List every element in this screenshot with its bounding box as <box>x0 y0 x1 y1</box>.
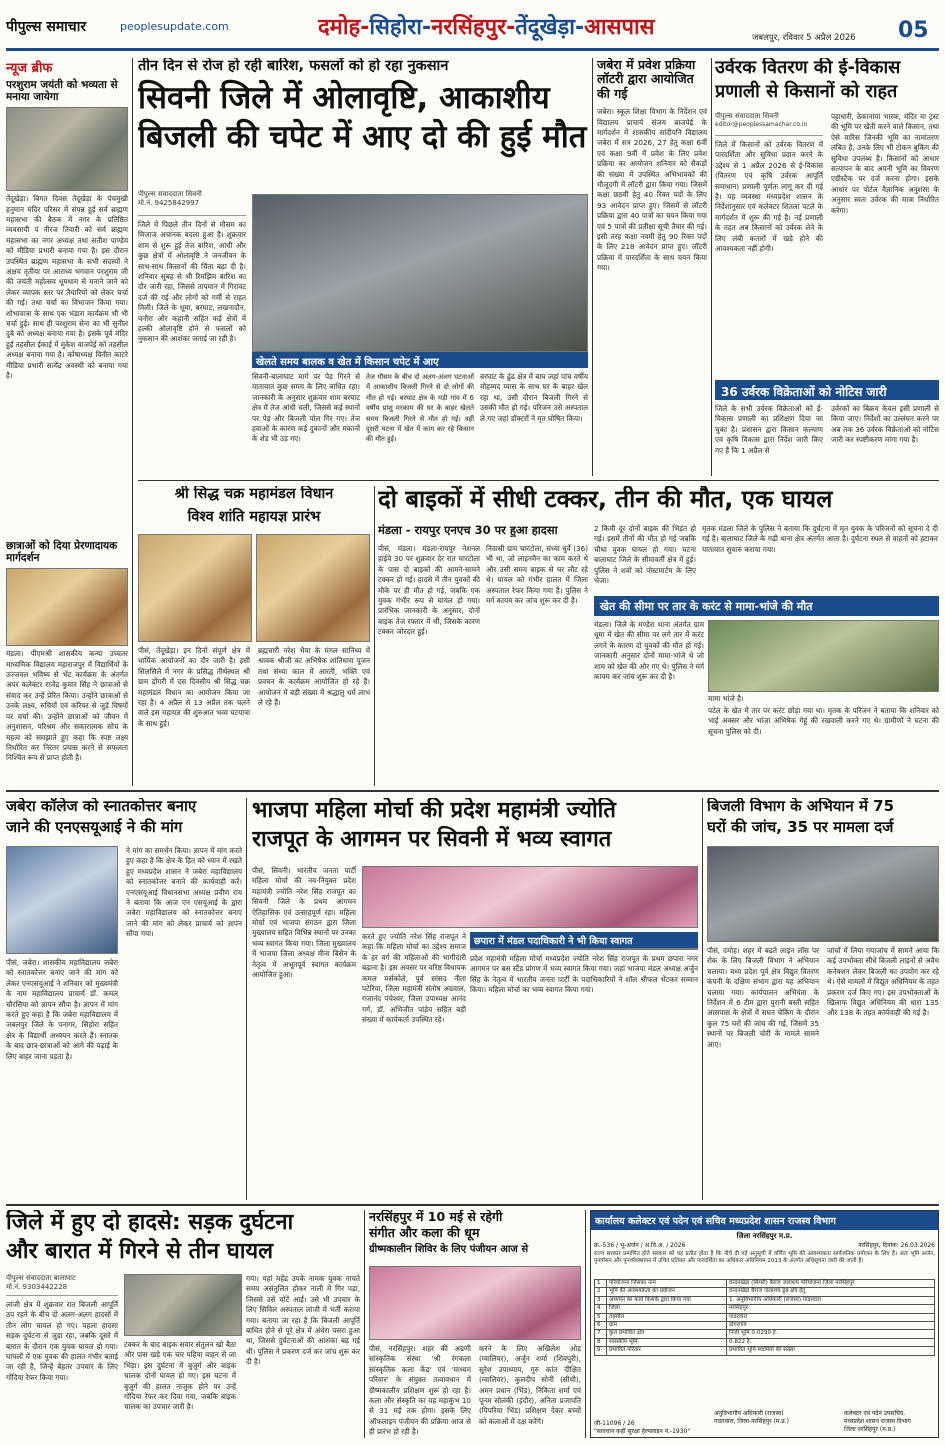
jain-photo-2 <box>256 534 370 642</box>
tender-table-cell: तहसील <box>607 1313 727 1321</box>
narsinghpur-headline-1: नरसिंहपुर में 10 मई से रहेगी <box>369 1210 503 1224</box>
bjp-col-3: प्रदेश महामंत्री महिला मोर्चा मध्यप्रदेश ज्योति नरेश सिंह राजपूत के प्रथम छपारा नगर आगमन पर बस स्टैंड प्रांगण में भव्य स्वागत किया गया। जहां भाजपा मंडल अध्यक्ष अर्जुन सिंह के नेतृत्व में भारतीय जनता पार्टी के पदाधिकारियों ने शॉल श्रीफल भेंटकर सम्मान किया। महिला मोर्चा का भव्य स्वागत किया गया। <box>470 954 698 995</box>
tender-table-cell: 5 <box>595 1313 607 1321</box>
brief-label: न्यूज ब्रीफ <box>6 61 53 76</box>
tender-sign-2: गाडरवारा, जिला-नरसिंहपुर (म.प्र.) <box>714 1418 789 1425</box>
tender-table <box>594 1279 935 1356</box>
brief-body-2: मंडला। पीएमश्री शासकीय कन्या उच्चतर माध्यमिक विद्यालय महाराजपुर में विद्यार्थियों के उज्जवल भविष्य से भेंट कार्यक्रम के अंतर्गत अपर कलेक्टर राजेंद्र कुमार सिंह ने छात्राओं से संवाद कर उन्हें प्रेरित किया। उन्होंने छात्राओं से उनके लक्ष्य, रुचियों एवं करियर से जुड़े विषयों पर चर्चा की। उन्होंने छात्राओं को जीवन में अनुशासन, परिश्रम और सकारात्मक सोच के महत्व को समझाते हुए कहा कि स्पष्ट लक्ष्य निर्धारित कर निरंतर प्रयास करने से सफलता निश्चित रूप से प्राप्त होती है। <box>6 649 128 763</box>
tender-table-cell: परियोजना जिसका नाम <box>607 1280 727 1288</box>
section-rule <box>6 790 939 792</box>
section-rule <box>6 1204 939 1206</box>
jabera-admission-body: जबेरा। स्कूल शिक्षा विभाग के निर्देशन एवं विद्यालय प्राचार्य संजय बाजपेई के मार्गदर्शन में शासकीय सांदीपनि विद्यालय जबेरा में सत्र 2026, 27 हेतु कक्षा 6वीं एवं कक्षा 9वीं में प्रवेश के लिए प्रवेश प्रक्रिया का आयोजन शनिवार को सैकड़ों की संख्या में उपस्थित अभिभावकों की मौजूदगी में लॉटरी द्वारा किया गया। जिसमें कक्षा छठवीं हेतु 40 रिक्त पदों के लिए 93 आवेदन प्राप्त हुए। जिसमें से लॉटरी प्रक्रिया द्वारा 40 पात्रों का चयन किया गया एवं 5 पात्रों की प्रतीक्षा सूची तैयार की गई। इसी तरह कक्षा नवमी हेतु 90 रिक्त पदों के लिए 218 आवेदन प्राप्त हुए। लॉटरी प्रक्रिया में पारदर्शिता के साथ चयन किया गया। <box>597 107 707 273</box>
brief-headline-1: परशुराम जयंती को भव्यता से मनाया जायेगा <box>6 79 118 104</box>
bjp-col-2: करते हुए ज्योति नरेश सिंह राजपूत ने कहा कि महिला मोर्चा का उद्देश्य समाज के हर वर्ग की महिलाओं की भागीदारी बढ़ाना है। इस अवसर पर वरिष्ठ विधायक कमल मर्सकोले, पूर्व सांसद नीता पटेरिया, जिला महामंत्री संतोष अग्रवाल, गजानंद पंचेश्वर, जिला उपाध्यक्ष आनंद गर्ग, डॉ. अभिजीत पांडेय सहित बड़ी संख्या में कार्यकर्ता उपस्थित रहे। <box>362 932 466 1025</box>
section-rule <box>138 480 939 481</box>
jabera-college-body: पीसं, जबेरा। शासकीय महाविद्यालय जबेरा को स्नातकोत्तर बनाए जाने की मांग को लेकर एनएसयूआई ने शनिवार को मुख्यमंत्री के नाम महाविद्यालय प्राचार्य डॉ. कमल चौरसिया को ज्ञापन सौंपा है। ज्ञापन में मांग करते हुए कहा है कि जबेरा महाविद्यालय में जबलपुर जिले के पनागर, सिहोरा सहित क्षेत्र के विद्यार्थी अध्ययन करते हैं। स्नातक के बाद छात्र-छात्राओं को आगे की पढ़ाई के लिए बाहर जाना पड़ता है। <box>6 958 118 1061</box>
dateline: जबलपुर, रविवार 5 अप्रैल 2026 <box>752 33 856 43</box>
tender-table-row <box>595 1305 935 1313</box>
electrocution-title: खेत की सीमा पर तार के करंट से मामा-भांजे की मौत <box>594 596 939 616</box>
tender-table-cell: निजी भूमि 0.0290 हे. <box>727 1330 935 1338</box>
page-number: 05 <box>898 18 929 43</box>
bjp-photo-1 <box>362 866 698 928</box>
masthead-rule <box>6 48 939 51</box>
col-divider <box>702 798 703 1200</box>
seoni-col-5: बरघाट के ढुंढ क्षेत्र में बाघ जहां पांच वर्षीय मोहम्मद प्यास के साथ घर के बाहर खेल रहा था, उसी दौरान बिजली गिरने से उसकी मौत हो गई। परिजन उसे अस्पताल ले गए जहां डॉक्टरों ने मृत घोषित किया। <box>480 372 588 423</box>
narsinghpur-col-1: पीसं, नरसिंहपुर। शहर की अग्रणी सांस्कृतिक संस्था 'श्री रंगकला सांस्कृतिक कला केंद्र' एवं 'माध्यम परिवार' के संयुक्त तत्वावधान में ग्रीष्मकालीन प्रशिक्षण शुरू हो रहा है। कला और संस्कृति का यह महाकुंभ 10 से 31 मई तक होगा। इसके लिए ऑफलाइन पंजीयन की प्रक्रिया आज से ही प्रारंभ हो रही है। <box>369 1344 471 1437</box>
col-divider <box>364 1210 365 1438</box>
masthead-logo-box <box>6 16 114 38</box>
seoni-mob: मो.नं. 9425842997 <box>138 199 200 207</box>
tender-table-cell: प्रभावित भूमि स्वामियों की संख्या <box>727 1347 935 1355</box>
section-sep: - <box>360 15 370 40</box>
accident-col-3: 2 किमी दूर दोनों बाइक की भिड़ंत हो गई। इसमें तीनों की मौत हो गई जबकि चौथा युवक घायल हो गया। घटना बालाघाट जिले के सीमावर्ती क्षेत्र में हुई। पुलिस ने शवों को पोस्टमार्टम के लिए भेजा। <box>594 524 696 586</box>
jain-photo-1 <box>138 534 252 642</box>
tender-title: कार्यालय कलेक्टर एवं पदेन एवं सचिव मध्यप्रदेश शासन राजस्व विभाग <box>591 1211 938 1230</box>
bijli-col-1: पीसं, दमोह। शहर में बढ़ते लाइन लॉस पर रोक के लिए बिजली विभाग ने अभियान चलाया। मध्य प्रदेश पूर्व क्षेत्र विद्युत वितरण कंपनी के दक्षिण संभाग द्वारा यह अभियान चलाया गया। कार्यपालन अभियंता के निर्देशन में 6 टीम द्वारा पुरानी बस्ती सहित आसपास के क्षेत्रों में सघन चेकिंग के दौरान कुल 75 घरों की जांच की गई, जिसमें 35 स्थानों पर बिजली चोरी के मामले सामने आए। <box>707 946 819 1049</box>
narsinghpur-subhead: ग्रीष्मकालीन शिविर के लिए पंजीयन आज से <box>369 1243 529 1255</box>
tender-table-row <box>595 1296 935 1304</box>
bjp-headline-2: राजपूत के आगमन पर सिवनी में भव्य स्वागत <box>252 827 612 853</box>
accident-story <box>378 486 939 786</box>
bjp-photo-title: छपारा में मंडल पदाधिकारी ने भी किया स्वागत <box>470 932 698 948</box>
tender-table-wrap <box>591 1279 938 1356</box>
tender-table-cell: 8 <box>595 1338 607 1346</box>
tender-table-cell: जिला <box>607 1305 727 1313</box>
accident-col-4: मृतक मंडला जिले के पुलिस ने बताया कि दुर्घटना में मृत युवक के परिजनों को सूचना दे दी गई है। बालाघाट जिले के गढ़ी थाना क्षेत्र अंतर्गत आता है। दुर्घटना स्थल से वाहनों को हटाकर यातायात सुचारु कराया गया। <box>702 524 938 554</box>
jabera-college-headline-2: जाने की एनएसयूआई ने की मांग <box>6 818 183 837</box>
seoni-col-4: तेज मौसम के बीच दो अलग-अलग घटनाओं में आकाशीय बिजली गिरने से दो लोगों की मौत हो गई। बरघाट क्षेत्र के मड़ी गांव में 6 वर्षीय प्रांशु मरकाम की घर के बाहर खेलते समय बिजली गिरने से मौत हो गई। वहीं दूसरी घटना में खेत में काम कर रहे किसान की मौत हुई। <box>366 373 474 444</box>
seoni-byline: पीपुल्स संवाददाता सिवनी <box>138 190 202 198</box>
tender-table-cell: भूमि की आवश्यकता का प्रयोजन <box>607 1288 727 1296</box>
jain-headline-2: विश्व शांति महायज्ञ प्रारंभ <box>187 508 321 525</box>
seoni-story <box>138 58 588 476</box>
fertilizer-story <box>715 58 939 476</box>
col-divider <box>711 58 712 476</box>
tender-sign-1: अनुविभागीय अधिकारी (राजस्व) <box>714 1410 784 1417</box>
two-accidents-headline-2: और बारात में गिरने से तीन घायल <box>6 1239 274 1265</box>
section-damoh: दमोह <box>318 15 361 40</box>
tender-table-cell: 1. अनुविभागीय अधिकारी (राजस्व) गाडरवारा <box>727 1296 935 1304</box>
accident-subhead: मंडला - रायपुर एनएच 30 पर हुआ हादसा <box>378 524 558 537</box>
news-brief-column <box>6 58 128 786</box>
brief-photo-2 <box>6 568 128 646</box>
seoni-headline-1: सिवनी जिले में ओलावृष्टि, आकाशीय <box>138 79 550 116</box>
tender-table-cell: कुल प्रभावित क्षेत्र <box>607 1330 727 1338</box>
section-title <box>318 11 758 41</box>
col-divider <box>246 798 247 1200</box>
fertilizer-headline-1: उर्वरक वितरण की ई-विकास <box>715 58 901 78</box>
section-aaspaas: आसपास <box>584 15 655 40</box>
tender-table-cell: अध्ययन का कार्य किसके द्वारा किया गया <box>607 1296 727 1304</box>
jabera-college-body-2: ने मांग का समर्थन किया। ज्ञापन में मांग करते हुए कहा है कि क्षेत्र के हित को ध्यान में रखते हुए मध्यप्रदेश शासन ने जबेरा महाविद्यालय को स्नातकोत्तर बनाने की कार्यवाही करें। एनएसयूआई विधानसभा अध्यक्ष प्रवीण राय ने बताया कि आज एन एसयूआई के द्वारा जबेरा महाविद्यालय को स्नातकोत्तर बनाए जाने की मांग को लेकर प्राचार्य को ज्ञापन सौंपा गया। <box>126 846 242 939</box>
fertilizer-notice-col-1: जिले के सभी उर्वरक विक्रेताओं को ई-विकास प्रणाली का प्रशिक्षण दिया जा चुका है। प्रशासन द्वारा किसान कल्याण एवं कृषि विकास द्वारा निर्देश जारी किए गए हैं कि 1 अप्रैल से <box>715 404 823 455</box>
fertilizer-byline-box <box>715 112 823 136</box>
jain-story <box>138 486 370 786</box>
tender-table-row <box>595 1288 935 1296</box>
tender-table-cell: गाडरवारा <box>727 1313 935 1321</box>
masthead <box>0 0 945 52</box>
tender-ref-row <box>591 1241 938 1249</box>
tender-notice <box>590 1210 939 1438</box>
section-sep: - <box>422 15 432 40</box>
masthead-site[interactable]: peoplesupdate.com <box>120 20 229 33</box>
tender-table-cell: नरसिंहपुर <box>727 1305 935 1313</box>
two-accidents-byline: पीपुल्स संवाददाता बालाघाट <box>6 1274 76 1282</box>
tender-table-cell: डोंगरगांव <box>727 1322 935 1330</box>
tender-table-row <box>595 1313 935 1321</box>
jabera-college-photo <box>6 846 118 954</box>
narsinghpur-story <box>369 1210 581 1438</box>
tender-subtitle: जिला नरसिंहपुर म.प्र. <box>736 1232 793 1240</box>
seoni-kicker: तीन दिन से रोज हो रही बारिश, फसलों को हो रहा नुकसान <box>138 58 449 74</box>
section-sep: - <box>574 15 585 40</box>
section-sep: - <box>506 15 516 40</box>
tender-table-cell: 3 <box>595 1296 607 1304</box>
brief-headline-2: छात्राओं को दिया प्रेरणादायक मार्गदर्शन <box>6 540 118 565</box>
fertilizer-notice-col-2: उर्वरकों का बिक्रय केवल इसी प्रणाली से किया जाए। निर्देशों का उल्लंघन करने पर अब तक 36 उर्वरक विक्रेताओं को नोटिस जारी कर स्पष्टीकरण मांगा गया है। <box>831 404 939 445</box>
two-accidents-mob: मो.नं. 9303442228 <box>6 1283 68 1291</box>
bjp-headline-1: भाजपा महिला मोर्चा की प्रदेश महामंत्री ज्योति <box>252 798 616 823</box>
accident-headline: दो बाइकों में सीधी टक्कर, तीन की मौत, एक घायल <box>378 486 833 513</box>
fertilizer-col-1: जिले में किसानों को उर्वरक वितरण में पारदर्शिता और सुविधा प्रदान करने के उद्देश्य से 1 अप्रैल 2026 से ई-विकास (वितरण एवं कृषि उर्वरक आपूर्ति समाधान) प्रणाली पूर्णतः लागू कर दी गई है। यह व्यवस्था मध्यप्रदेश शासन के निर्देशानुसार एवं कलेक्टर शितला पटले के मार्गदर्शन में शुरू की गई है। नई प्रणाली के तहत अब किसानों को उर्वरक लेने के लिए लंबी कतारों में खड़े होने की आवश्यकता नहीं होगी। <box>715 140 823 254</box>
two-accidents-col-3: गया। यहां महेंद्र उपके नामक युवक नाचते समय असंतुलित होकर नाली में गिर पड़ा, जिससे उसे चोटें आईं। उसे भी उपचार के लिए सिविल अस्पताल लांजी में भर्ती कराया गया। बताया जा रहा है कि बिजली आपूर्ति बाधित होने से पूरे क्षेत्र में अंधेरा पसरा हुआ था, जिससे दुर्घटनाओं की आशंका बढ़ गई थी। पुलिस ने प्रकरण दर्ज कर जांच शुरू कर दी है। <box>246 1274 360 1367</box>
col-divider <box>132 58 133 786</box>
seoni-headline-2: बिजली की चपेट में आए दो की हुई मौत <box>138 119 587 156</box>
tender-table-cell: 1 <box>595 1280 607 1288</box>
seoni-col-3: सिवनी-बालाघाट मार्ग पर पेड़ गिरने से यातायात कुछ समय के लिए बाधित रहा। जानकारी के अनुसार शुक्रवार शाम बरघाट क्षेत्र में तेज आंधी चली, जिससे कई स्थानों पर पेड़ और बिजली पोल गिर गए। तेज हवाओं के कारण कई दुकानों और मकानों के शेड भी उड़ गए। <box>252 372 360 444</box>
fertilizer-byline: पीपुल्स संवाददाता सिवनी <box>715 112 779 120</box>
jabera-admission-headline: जबेरा में प्रवेश प्रक्रिया लॉटरी द्वारा आयोजित की गई <box>597 58 696 101</box>
brief-photo-1 <box>6 107 128 191</box>
electrocution-side: पटेल के खेत में तार पर करंट छोड़ा गया था। मृतक के परिजन ने बताया कि शनिवार को भाई अक्सर और भांजा अभिषेक गेहूं की रखवाली करने गए थे। ग्रामीणों ने घटना की सूचना पुलिस को दी। <box>708 706 939 736</box>
two-accidents-col-1: लांजी क्षेत्र में शुक्रवार रात बिजली आपूर्ति ठप रहने के बीच दो अलग-अलग हादसों में तीन लोग घायल हो गए। पहला हादसा सड़क दुर्घटना से जुड़ा रहा, जबकि दूसरे में बारात के दौरान एक युवक घायल हो गया। घायलों में एक युवक की हालत गंभीर बताई जा रही है, जिन्हें बेहतर उपचार के लिए गोंदिया रेफर किया गया। <box>6 1300 118 1382</box>
accident-col-2: निवासी ग्राम चारटोला, संध्या धुर्वे (36) भी था, जो लाइनमैन का काम करते थे और उसी समय बाइक से घर लौट रहे थे। घायल को गंभीर हालत में जिला अस्पताल रेफर किया गया है। पुलिस ने मर्ग कायम कर जांच शुरू कर दी है। <box>486 544 588 606</box>
fertilizer-headline-2: प्रणाली से किसानों को राहत <box>715 80 898 102</box>
two-accidents-byline-box <box>6 1274 118 1296</box>
bjp-photo-2 <box>470 948 698 950</box>
bijli-headline-2: घरों की जांच, 35 पर मामला दर्ज <box>707 818 894 837</box>
electrocution-caption: मामा भांजे है। <box>708 694 744 703</box>
fertilizer-notice-title: 36 उर्वरक विक्रेताओं को नोटिस जारी <box>715 380 939 400</box>
accident-col-1: पीसं, मंडला। मंडला-रायपुर नेशनल हाईवे 30 पर शुक्रवार देर रात चारटोला के पास दो बाइकों की आमने-सामने टक्कर हो गई। हादसे में तीन युवकों की मौके पर ही मौत हो गई, जबकि एक युवक गंभीर रूप से घायल हो गया। प्रारंभिक जानकारी के अनुसार, दोनों बाइक तेज रफ्तार में थीं, जिसके कारण टक्कर जोरदार हुई। <box>378 544 480 637</box>
tender-table-cell: प्रभावित परिवार <box>607 1347 727 1355</box>
tender-table-cell: 2 <box>595 1288 607 1296</box>
tender-table-cell: 0.822 हे. <box>727 1338 935 1346</box>
brief-body-1: तेंदूखेड़ा। बिगत दिवस तेंदूखेड़ा के पंचमुखी हनुमान मंदिर परिसर में संपन्न हुई सर्व ब्राह्मण महासभा की बैठक में नगर के प्रतिष्ठित व्यवसायी पं नीरज तिवारी को सर्व ब्राह्मण महासभा का नगर अध्यक्ष तथा सतीश पाण्डेय को मीडिया प्रभारी बनाया गया है। इस दौरान उपस्थित ब्राह्मण महासभा के सभी सदस्यों ने अक्षय तृतीया पर आराध्य भगवान परशुराम जी की जयंती महोत्सव धूमधाम से मनाने जाने को लेकर व्यापक स्तर पर तैयारियों को लेकर चर्चा की गई। तथा चर्चा का विभाजन किया गया। शोभायात्रा के साथ एक भंडारा कार्यक्रम भी भी चर्चा हुई। साथ ही परशुराम सेना का भी सुनील दुबे को अध्यक्ष बनाया गया है। इसके पूर्व मंदिर हुई तहसील ईकाई में मुकेश वाजपेई को तहसील अध्यक्ष बनाया गया है। कोषाध्यक्ष विनीत काटरे मीडिया प्रभारी सत्येंद्र अवस्थी को बनाया गया है। <box>6 194 128 381</box>
section-sihora: सिहोरा <box>369 15 423 40</box>
tender-footer <box>594 1407 937 1437</box>
seoni-photo <box>252 194 588 352</box>
jain-col-1: पीसं, तेंदूखेड़ा। इन दिनों संपूर्ण क्षेत्र में धार्मिक आयोजनों का दौर जारी है। इसी सिलसिले में नगर के प्रसिद्ध तीर्थस्थल श्री ग्राम डोंगरी में दस दिवसीय श्री सिद्ध चक्र महामंडल विधान का आयोजन किया जा रहा है। 4 अप्रैल से 13 अप्रैल तक चलने वाले इस महायज्ञ की शुरुआत भव्य घटयात्रा के साथ हुई। <box>138 646 250 728</box>
jain-col-2: ब्रह्मचारी नरेश भैया के मंगल सानिध्य में श्रावक श्रीजी का अभिषेक शांतिधारा पूजन तथा संध्या काल में आरती, भक्ति एवं प्रवचन के कार्यक्रम आयोजित हो रहे हैं। आयोजन में बड़ी संख्या में श्रद्धालु धर्म लाभ ले रहे हैं। <box>258 646 370 708</box>
bjp-story <box>252 798 698 1200</box>
electrocution-body: मंडला। जिले के मण्डेरा थाना अंतर्गत ग्राम धूमा में खेत की सीमा पर लगे तार में करंट लगने के कारण दो युवकों की मौत हो गई। जानकारी अनुसार दोनों मामा-भांजे थे जो शाम को खेत की ओर गए थे। पुलिस ने मर्ग कायम कर जांच शुरू कर दी है। <box>594 620 704 682</box>
tender-table-row <box>595 1280 935 1288</box>
bijli-story <box>707 798 939 1200</box>
bijli-headline-1: बिजली विभाग के अभियान में 75 <box>707 798 895 815</box>
col-divider <box>374 486 375 786</box>
tender-intro: राज्य सरकार प्रमाणित होते सरकार को यह प्रतीत होता है कि नीचे दी गई अनुसूची में वर्णित भूमि की आवश्यकता सार्वजनिक प्रयोजन के लिए है। अतः भूमि अर्जन, पुनर्वासन और पुनर्व्यवस्थापन में उचित प्रतिकर और पारदर्शिता का अधिकार अधिनियम 2013 के अंतर्गत अधिसूचना जारी की जाती है। <box>594 1251 935 1265</box>
tender-table-row <box>595 1322 935 1330</box>
tender-table-cell: 6 <box>595 1322 607 1330</box>
seoni-byline-box <box>138 190 246 216</box>
tender-table-cell: चन्दनखेड़ा बैराज जलाशय डूब क्षेत्र हेतु <box>727 1288 935 1296</box>
tender-sign-3: कलेक्टर एवं पदेन उपसचिव, <box>844 1410 906 1417</box>
narsinghpur-photo <box>369 1266 581 1340</box>
narsinghpur-headline-2: संगीत और कला की धूम <box>369 1225 480 1241</box>
tender-table-cell: 4 <box>595 1305 607 1313</box>
two-accidents-photo <box>124 1274 242 1336</box>
two-accidents-headline-1: जिले में हुए दो हादसे: सड़क दुर्घटना <box>6 1210 294 1235</box>
tender-table-cell: चन्दनखेड़ा (सिमरी) बैराज जलाशय परियोजना जिला नरसिंहपुर <box>727 1280 935 1288</box>
two-accidents-story <box>6 1210 360 1438</box>
section-narsinghpur: नरसिंहपुर <box>431 15 507 40</box>
electrocution-photo <box>708 620 939 692</box>
tender-table-row <box>595 1330 935 1338</box>
tender-sign-5: जिला नरसिंहपुर (म.प्र.) <box>844 1426 896 1433</box>
jain-headline-1: श्री सिद्ध चक्र महामंडल विधान <box>174 486 334 502</box>
tender-table-cell: 7 <box>595 1330 607 1338</box>
tender-table-cell: 9 <box>595 1347 607 1355</box>
tender-table-cell: शासकीय भूमि <box>607 1338 727 1346</box>
jabera-admission <box>597 58 707 476</box>
col-divider <box>592 58 593 476</box>
tender-ref: क्र.-536 / भू-अर्जन / अ.वि.अ. / 2026 <box>594 1242 686 1249</box>
narsinghpur-col-2: करने के लिए अखिलेश ओड़ (ग्वालियर), अर्जुन शर्मा (शिवपुरी), सुरेश उपाध्याय, गुरु कांत दीक्षित (ग्वालियर), कुलदीप सोनी (सीधी), अमन प्रधान (भिंड), निकिता शर्मा एवं पूनम सोलंकी (इंदौर), अनिता प्रजापति (पिपरिया भिंड) प्रशिक्षण देकर बच्चों को कलाओं में दक्ष करेंगे। <box>479 1344 581 1426</box>
tender-sign-4: मध्यप्रदेश शासन राजस्व विभाग <box>844 1418 911 1425</box>
bijli-col-2: जांचों में लिया गयाजांच में सामने आया कि कई उपभोक्ता सीधे बिजली लाइनों से अवैध कनेक्शन लेकर बिजली का उपयोग कर रहे थे। ऐसे मामलों में विद्युत अधिनियम के तहत प्रकरण दर्ज किए गए। इस उपभोक्ताओं के खिलाफ विद्युत अधिनियम की धारा 135 और 138 के तहत कार्यवाही की गई है। <box>827 946 939 1018</box>
col-divider <box>585 1210 586 1438</box>
jabera-college-headline-1: जबेरा कॉलेज को स्नातकोत्तर बनाए <box>6 798 197 815</box>
fertilizer-email[interactable]: editor@peoplessamachar.co.in <box>715 121 808 128</box>
fertilizer-col-2: पट्टाधारी, ठेकानाया भारक, मंदिर या ट्रस्ट की भूमि पर खेती करने वाले किसान, तथा ऐसे वारिस जिनकी भूमि का नामांतरण लंबित है, उनके लिए भी टोकन बुकिंग की सुविधा उपलब्ध है। किसानों को आधार सत्यापन के बाद अपनी भूमि का विवरण एग्रीस्टैक पर दर्ज करना होगा। इसके आधार पर पोर्टल वैज्ञानिक अनुशंसा के अनुसार स्वतः उर्वरक की मात्रा निर्धारित करेगा। <box>831 112 939 215</box>
tender-footer-left: जी-11096 / 26 <box>594 1420 635 1427</box>
section-tendukheda: तेंदूखेड़ा <box>515 15 575 40</box>
seoni-photo-caption: खेलते समय बालक व खेत में किसान चपेट में आए <box>252 352 588 368</box>
jabera-college-story <box>6 798 242 1200</box>
bijli-photo <box>707 846 939 942</box>
bjp-col-1: पीसं, सिवनी। भारतीय जनता पार्टी महिला मोर्चा की नव-नियुक्त प्रदेश महामंत्री ज्योति नरेश सिंह राजपूत का सिवनी जिले के प्रथम आगमन ऐतिहासिक एवं उत्साहपूर्ण रहा। महिला मोर्चा एवं भाजपा संगठन द्वारा जिला मुख्यालय सहित विभिन्न स्थानों पर उनका भव्य स्वागत किया गया। जिला मुख्यालय में भाजपा जिला अध्यक्ष मीना बिसेन के नेतृत्व में अभूतपूर्व स्वागत कार्यक्रम आयोजित हुआ। <box>252 866 356 980</box>
tender-table-row <box>595 1347 935 1355</box>
masthead-logo: पीपुल्स समाचार <box>6 19 87 35</box>
tender-table-row <box>595 1338 935 1346</box>
tender-footer-note: "सावधान कहीं सुरक्षा हेल्पलाइन नं.-1930" <box>594 1428 691 1435</box>
two-accidents-col-2: टक्कर के बाद बाइक सवार संतुलन खो बैठा और पास खड़े एक चार पहिया वाहन से जा भिड़ा। इस दुर्घटना में बुजुर्ग और बाइक चालक दोनों घायल हो गए। इस घटना में बुजुर्ग की हालत नाजुक होने पर उन्हें गोंदिया रेफर कर दिया गया, जबकि बाइक चालक का उपचार जारी है। <box>124 1340 236 1412</box>
seoni-col-1: जिले में पिछले तीन दिनों से मौसम का मिजाज अचानक बदला हुआ है। शुक्रवार शाम से शुरू हुई तेज बारिश, आंधी और कुछ क्षेत्रों में ओलावृष्टि ने जनजीवन के साथ-साथ किसानों की चिंता बढ़ा दी है। शनिवार सुबह से भी रिमझिम बारिश का दौर जारी रहा, जिससे तापमान में गिरावट दर्ज की गई और लोगों को गर्मी से राहत मिली। जिले के धूमा, बरघाट, लखनादौन, घनौरा और कहानी सहित कई क्षेत्रों में हल्की ओलावृष्टि होने से फसलों को नुकसान की आशंका जताई जा रही है। <box>138 220 246 344</box>
tender-table-cell: ग्राम <box>607 1322 727 1330</box>
tender-date: नरसिंहपुर, दिनांक: 26.03.2026 <box>858 1242 935 1249</box>
